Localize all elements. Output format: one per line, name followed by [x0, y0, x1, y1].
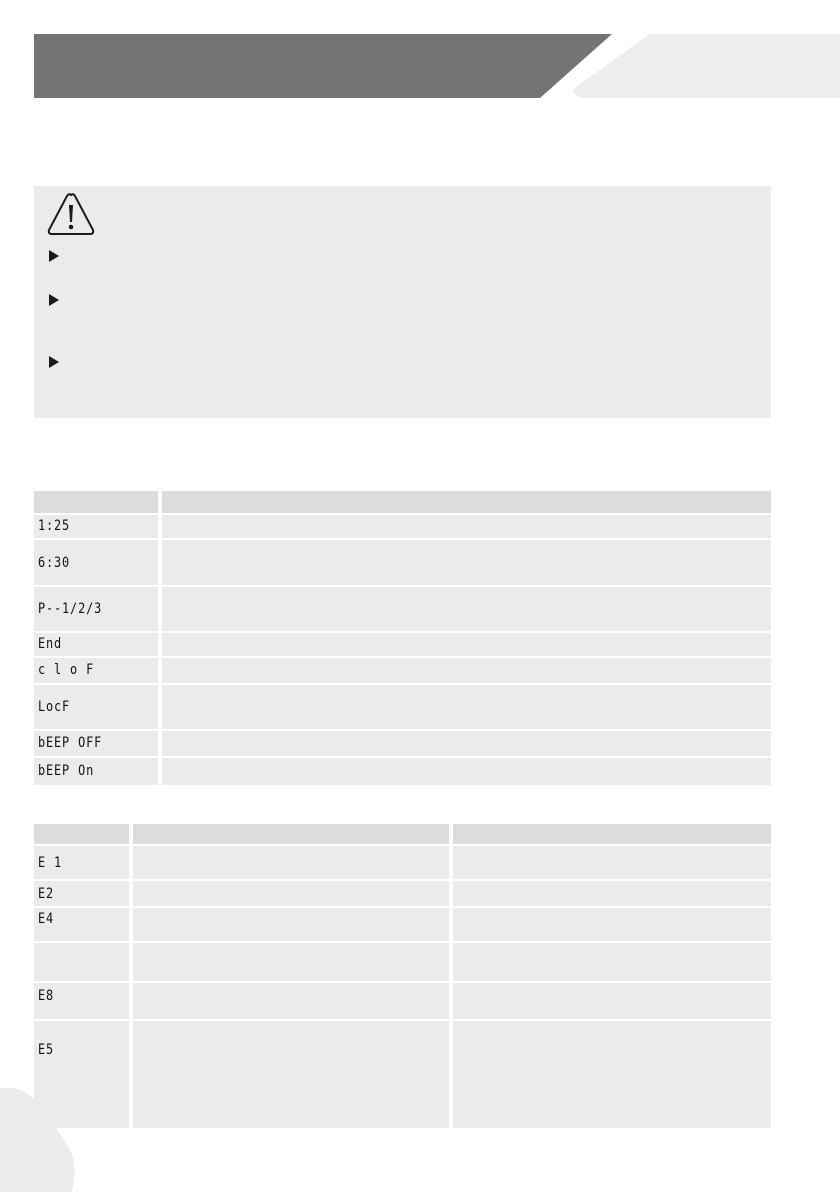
solution-cell	[453, 943, 771, 981]
table-row	[34, 1021, 771, 1128]
table-row	[34, 908, 771, 941]
table-header-row	[34, 491, 771, 513]
page-corner-tab	[0, 1088, 80, 1192]
display-codes-table	[34, 491, 771, 786]
description-cell	[162, 540, 771, 585]
solution-cell	[453, 983, 771, 1019]
table-row	[34, 846, 771, 879]
table-row	[34, 983, 771, 1019]
table-row	[34, 943, 771, 981]
header-cell-display	[34, 491, 158, 513]
triangle-bullet-icon	[49, 250, 59, 262]
warning-panel	[34, 186, 771, 418]
display-code: bEEP OFF	[38, 735, 103, 751]
description-cell	[162, 587, 771, 631]
display-code: 1:25	[38, 518, 71, 534]
code-cell	[34, 633, 158, 656]
description-cell	[162, 515, 771, 538]
solution-cell	[453, 908, 771, 941]
solution-cell	[453, 881, 771, 906]
error-code: E5	[38, 1042, 55, 1058]
table-header-row	[34, 824, 771, 844]
error-code: E2	[38, 886, 55, 902]
code-cell	[34, 908, 129, 941]
warning-triangle-icon	[46, 192, 96, 236]
header-cell-meaning	[162, 491, 771, 513]
cause-cell	[133, 1021, 449, 1128]
triangle-bullet-icon	[49, 294, 59, 306]
table-row	[34, 658, 771, 683]
cause-cell	[133, 881, 449, 906]
header-title-bar	[34, 34, 612, 98]
code-cell	[34, 846, 129, 879]
cause-cell	[133, 983, 449, 1019]
display-code: 6:30	[38, 555, 71, 571]
table-row	[34, 758, 771, 785]
code-cell	[34, 881, 129, 906]
display-code: P--1/2/3	[38, 601, 103, 617]
code-cell	[34, 943, 129, 981]
triangle-bullet-icon	[49, 356, 59, 368]
code-cell	[34, 983, 129, 1019]
table-row	[34, 881, 771, 906]
description-cell	[162, 758, 771, 785]
code-cell	[34, 685, 158, 729]
solution-cell	[453, 1021, 771, 1128]
error-codes-table	[34, 824, 771, 1128]
description-cell	[162, 633, 771, 656]
error-code: E8	[38, 988, 55, 1004]
header-cell-code	[34, 824, 129, 844]
description-cell	[162, 658, 771, 683]
description-cell	[162, 731, 771, 756]
code-cell	[34, 758, 158, 785]
description-cell	[162, 685, 771, 729]
error-code: E 1	[38, 855, 63, 871]
table-row	[34, 731, 771, 756]
display-code: LocF	[38, 699, 71, 715]
header-cell-cause	[133, 824, 449, 844]
code-cell	[34, 515, 158, 538]
header-band	[0, 0, 840, 110]
error-code: E4	[38, 911, 55, 927]
table-row	[34, 515, 771, 538]
table-row	[34, 633, 771, 656]
header-tab	[573, 34, 840, 98]
code-cell	[34, 658, 158, 683]
table-row	[34, 685, 771, 729]
display-code: bEEP On	[38, 763, 95, 779]
display-code: c l o F	[38, 662, 95, 678]
table-row	[34, 540, 771, 585]
solution-cell	[453, 846, 771, 879]
cause-cell	[133, 908, 449, 941]
cause-cell	[133, 943, 449, 981]
cause-cell	[133, 846, 449, 879]
code-cell	[34, 731, 158, 756]
header-cell-solution	[453, 824, 771, 844]
table-row	[34, 587, 771, 631]
code-cell	[34, 540, 158, 585]
display-code: End	[38, 636, 63, 652]
code-cell	[34, 587, 158, 631]
